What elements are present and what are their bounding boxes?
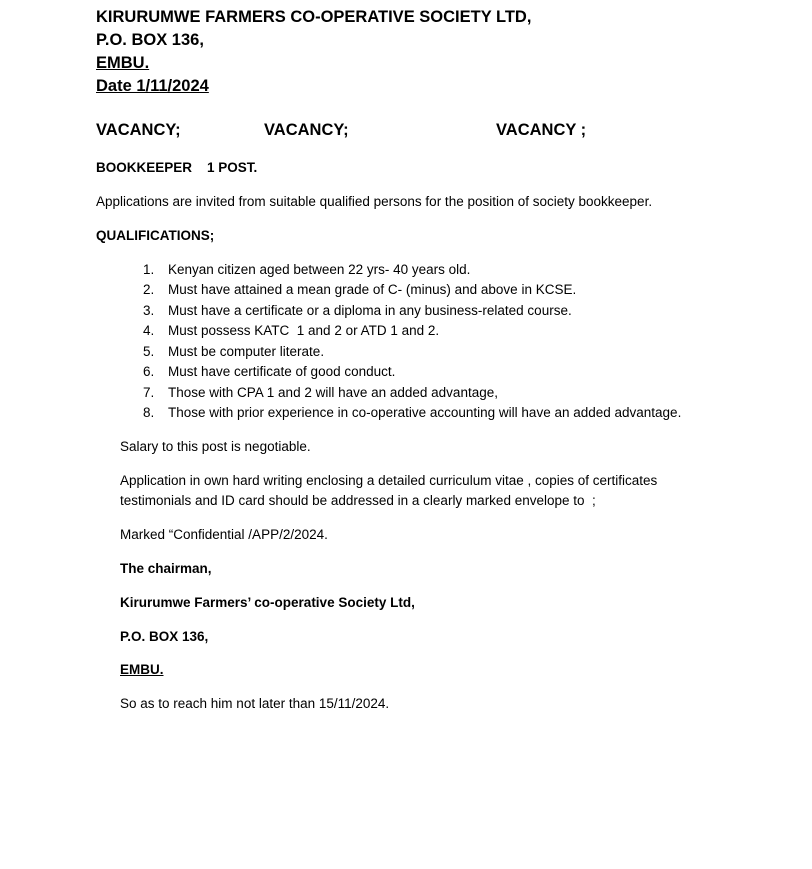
list-item-text: Those with CPA 1 and 2 will have an added advantage, xyxy=(168,385,498,400)
list-item-number: 8. xyxy=(143,405,155,420)
notice-date: Date 1/11/2024 xyxy=(96,77,209,95)
list-item-number: 2. xyxy=(143,282,155,297)
salary-note: Salary to this post is negotiable. xyxy=(120,439,311,454)
qualifications-heading: QUALIFICATIONS; xyxy=(96,228,215,243)
intro-paragraph: Applications are invited from suitable qualified persons for the position of society bookkeeper. xyxy=(96,194,653,209)
list-item-text: Must be computer literate. xyxy=(168,344,325,359)
vacancy-heading-2: VACANCY; xyxy=(264,121,349,139)
list-item-text: Must have attained a mean grade of C- (minus) and above in KCSE. xyxy=(168,282,577,297)
list-item-text: Must have a certificate or a diploma in any business-related course. xyxy=(168,303,572,318)
addressee-society: Kirurumwe Farmers’ co-operative Society Ltd, xyxy=(120,595,415,610)
society-po-box: P.O. BOX 136, xyxy=(96,31,204,49)
addressee-town: EMBU. xyxy=(120,662,164,677)
vacancy-heading-3: VACANCY ; xyxy=(496,121,587,139)
deadline-note: So as to reach him not later than 15/11/2024. xyxy=(120,696,390,711)
application-instructions-line-1: Application in own hard writing enclosing a detailed curriculum vitae , copies of certificates xyxy=(120,473,658,488)
envelope-marking: Marked “Confidential /APP/2/2024. xyxy=(120,527,328,542)
list-item-number: 7. xyxy=(143,385,155,400)
list-item-text: Those with prior experience in co-operative accounting will have an added advantage. xyxy=(168,405,682,420)
vacancy-heading-1: VACANCY; xyxy=(96,121,181,139)
list-item-text: Must possess KATC 1 and 2 or ATD 1 and 2. xyxy=(168,323,440,338)
addressee-po-box: P.O. BOX 136, xyxy=(120,629,209,644)
list-item-number: 1. xyxy=(143,262,155,277)
society-town: EMBU. xyxy=(96,54,150,72)
list-item-number: 3. xyxy=(143,303,155,318)
list-item-text: Kenyan citizen aged between 22 yrs- 40 years old. xyxy=(168,262,471,277)
society-name: KIRURUMWE FARMERS CO-OPERATIVE SOCIETY LTD, xyxy=(96,8,532,26)
application-instructions-line-2: testimonials and ID card should be addressed in a clearly marked envelope to ; xyxy=(120,493,596,508)
position-title: BOOKKEEPER 1 POST. xyxy=(96,160,258,175)
list-item-number: 6. xyxy=(143,364,155,379)
addressee-title: The chairman, xyxy=(120,561,212,576)
list-item-text: Must have certificate of good conduct. xyxy=(168,364,396,379)
list-item-number: 5. xyxy=(143,344,155,359)
list-item-number: 4. xyxy=(143,323,155,338)
